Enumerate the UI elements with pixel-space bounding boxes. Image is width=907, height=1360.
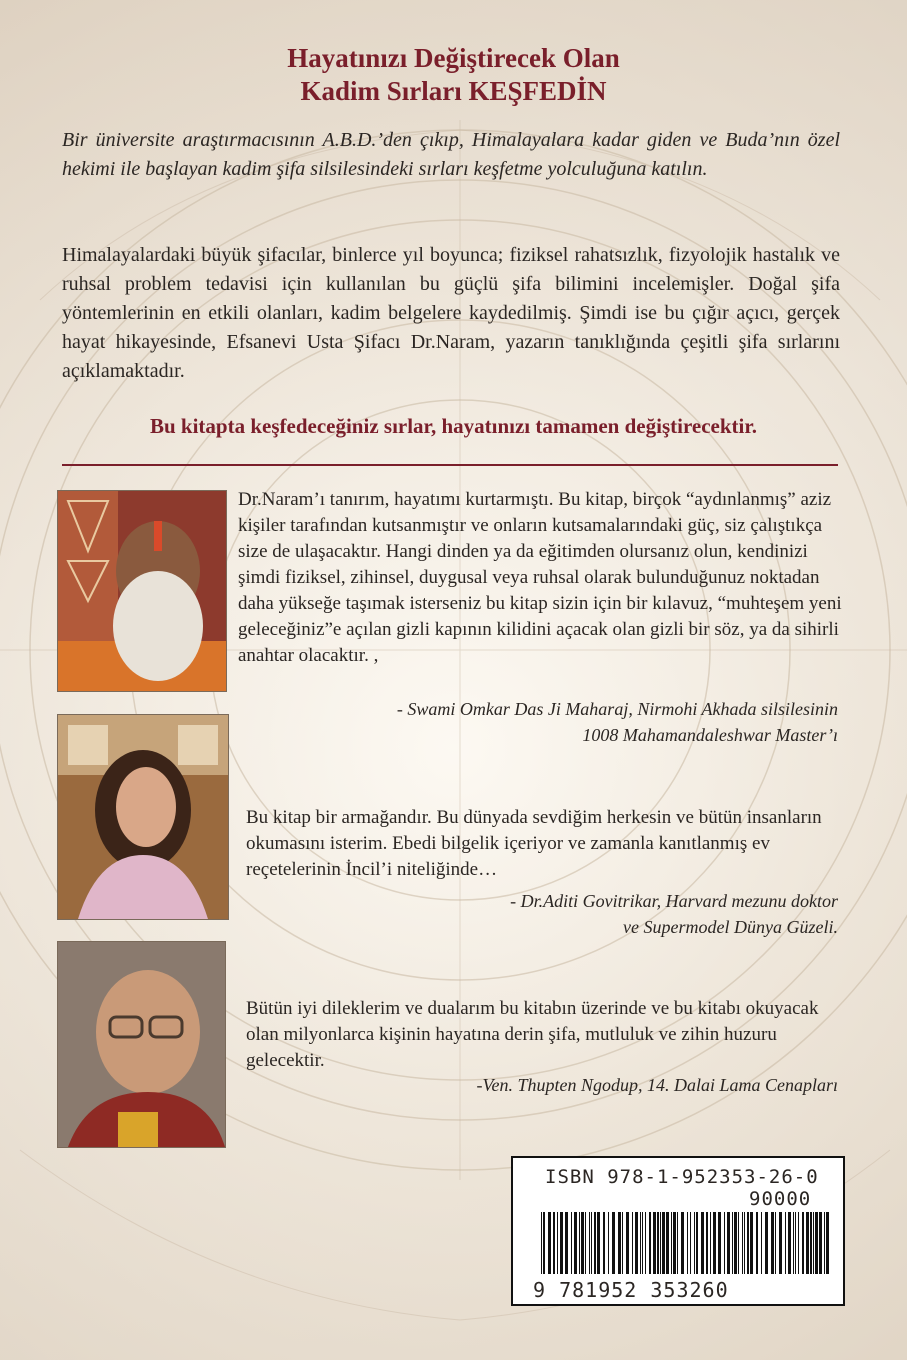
aditi-portrait-photo xyxy=(57,714,229,920)
price-code: 90000 xyxy=(749,1188,812,1210)
cover-headline xyxy=(0,42,907,108)
intro-paragraph: Bir üniversite araştırmacısının A.B.D.’den çıkıp, Himalayalara kadar giden ve Buda’nın özel hekimi ile başlayan kadim şifa silsilesindeki sırları keşfetme yolculuğuna katılın. xyxy=(62,129,840,180)
isbn-barcode xyxy=(511,1156,845,1306)
divider-rule xyxy=(62,464,838,466)
testimonial-1-attribution-line-2: 1008 Mahamandaleshwar Master’ı xyxy=(582,725,838,745)
headline-line-2: Kadim Sırları KEŞFEDİN xyxy=(300,76,607,106)
swami-portrait-photo xyxy=(57,490,227,692)
ean-number: 9 781952 353260 xyxy=(533,1278,729,1302)
testimonial-1-quote: Dr.Naram’ı tanırım, hayatımı kurtarmıştı. Bu kitap, birçok “aydınlanmış” aziz kişiler tarafından kutsanmıştır ve onların kutsamalarındaki güç, siz çalıştıkça size de ulaşacaktır. Hangi dinden ya da eğitimden olursanız olun, kendinizi şimdi fiziksel, zihinsel, duygusal veya ruhsal olarak bulunduğunuz noktadan daha yükseğe taşımak isterseniz bu kitap sizin için bir kılavuz, “muhteşem yeni geleceğiniz”e açılan gizli kapının kilidini açacak olan gizli bir söz, ya da sihirli anahtar olacaktır. , xyxy=(238,489,842,666)
testimonial-3-quote: Bütün iyi dileklerim ve dualarım bu kitabın üzerinde ve bu kitabı okuyacak olan milyonlarca kişinin hayatına derin şifa, mutluluk ve zihin huzuru gelecektir. xyxy=(246,998,819,1071)
testimonial-1-attribution-line-1: - Swami Omkar Das Ji Maharaj, Nirmohi Akhada silsilesinin xyxy=(396,699,838,719)
testimonial-2-attribution-line-1: - Dr.Aditi Govitrikar, Harvard mezunu doktor xyxy=(510,891,838,911)
description-paragraph: Himalayalardaki büyük şifacılar, binlerce yıl boyunca; fiziksel rahatsızlık, fizyolojik hastalık ve ruhsal problem tedavisi için kullanılan bu güçlü şifa bilimini incelemişler. Doğal şifa yöntemlerinin en etkili olanları, kadim belgelere kaydedilmiş. Şimdi ise bu çığır açıcı, gerçek hayat hikayesinde, Efsanevi Usta Şifacı Dr.Naram, yazarın tanıklığında çeşitli şifa sırlarını açıklamaktadır. xyxy=(62,244,840,382)
isbn-number: ISBN 978-1-952353-26-0 xyxy=(545,1166,819,1188)
highlight-statement: Bu kitapta keşfedeceğiniz sırlar, hayatınızı tamamen değiştirecektir. xyxy=(149,414,757,438)
testimonial-2-attribution-line-2: ve Supermodel Dünya Güzeli. xyxy=(623,917,838,937)
barcode-bars xyxy=(541,1212,831,1274)
testimonial-2-quote: Bu kitap bir armağandır. Bu dünyada sevdiğim herkesin ve bütün insanların okumasını isterim. Ebedi bilgelik içeriyor ve zamanla kanıtlanmış ev reçetelerinin İncil’i niteliğinde… xyxy=(246,807,822,880)
thupten-portrait-photo xyxy=(57,941,226,1148)
testimonial-3-attribution: -Ven. Thupten Ngodup, 14. Dalai Lama Cenapları xyxy=(476,1075,838,1095)
headline-line-1: Hayatınızı Değiştirecek Olan xyxy=(287,43,620,73)
